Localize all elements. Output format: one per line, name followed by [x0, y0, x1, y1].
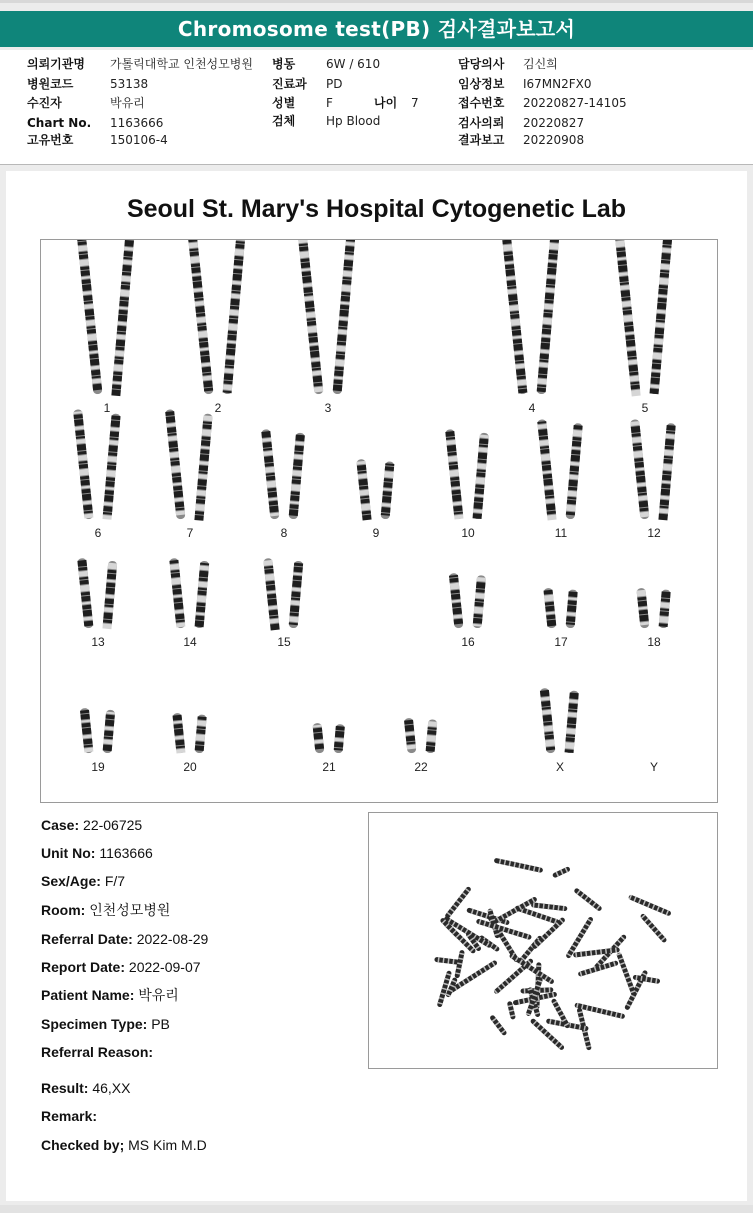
- chromosome-pair-1: [71, 240, 139, 396]
- info-value: 53138: [110, 77, 149, 91]
- checked-by-field: Checked by; MS Kim M.D: [41, 1137, 207, 1153]
- sex-age-field: Sex/Age: F/7: [41, 873, 126, 889]
- info-value: 20220827-14105: [523, 96, 627, 110]
- chromosome-label-7: 7: [186, 526, 194, 540]
- report-title: Chromosome test(PB) 검사결과보고서: [0, 11, 753, 47]
- chromosome-pair-15: [263, 558, 303, 631]
- info-label: 검사의뢰: [458, 116, 505, 130]
- bottom-border: [0, 1205, 753, 1213]
- patient-name-field: Patient Name: 박유리: [41, 987, 179, 1003]
- chromosome-label-3: 3: [324, 401, 332, 415]
- chromosome-label-13: 13: [91, 635, 105, 649]
- chromosome-label-9: 9: [372, 526, 380, 540]
- referral-date-field: Referral Date: 2022-08-29: [41, 931, 209, 947]
- metaphase-chromosome: [489, 1014, 507, 1036]
- chromosome-pair-21: [312, 723, 345, 754]
- info-label: 담당의사: [458, 57, 505, 71]
- metaphase-chromosome: [573, 947, 620, 957]
- metaphase-chromosome: [552, 866, 571, 878]
- chromosome-label-Y: Y: [649, 760, 659, 774]
- info-label: 접수번호: [458, 96, 505, 110]
- info-value: 박유리: [110, 96, 145, 110]
- remark-field: Remark:: [41, 1108, 98, 1124]
- chromosome-pair-8: [261, 429, 305, 519]
- chromosome-label-X: X: [555, 760, 565, 774]
- chromosome-pair-X: [540, 688, 579, 754]
- info-label: 의뢰기관명: [27, 57, 85, 71]
- chromosome-pair-13: [77, 558, 117, 629]
- info-label: 진료과: [272, 77, 307, 91]
- metaphase-chromosome: [640, 913, 668, 944]
- chromosome-pair-22: [404, 718, 438, 754]
- chromosome-pair-11: [537, 419, 583, 520]
- chromosome-label-15: 15: [277, 635, 291, 649]
- metaphase-chromosome: [633, 975, 661, 984]
- chromosome-pair-19: [80, 708, 115, 754]
- chromosome-label-11: 11: [554, 526, 568, 540]
- chromosome-pair-5: [609, 240, 677, 396]
- chromosome-pair-20: [172, 713, 206, 754]
- info-label: 병원코드: [27, 77, 74, 91]
- karyogram: [40, 239, 718, 803]
- chromosome-label-20: 20: [183, 760, 197, 774]
- chromosome-pair-14: [169, 558, 209, 629]
- chromosome-label-2: 2: [214, 401, 222, 415]
- chromosome-label-6: 6: [94, 526, 102, 540]
- info-label: 나이: [374, 96, 398, 110]
- info-label: 병동: [272, 57, 296, 71]
- info-label: 성별: [272, 96, 296, 110]
- case-field: Case: 22-06725: [41, 817, 143, 833]
- info-value: 김신희: [523, 57, 558, 71]
- result-field: Result: 46,XX: [41, 1080, 131, 1096]
- info-label: 결과보고: [458, 133, 505, 147]
- chromosome-label-17: 17: [554, 635, 568, 649]
- info-value: 20220827: [523, 116, 585, 130]
- info-value: I67MN2FX0: [523, 77, 592, 91]
- info-value: F: [326, 96, 333, 110]
- chromosome-label-19: 19: [91, 760, 105, 774]
- chromosome-label-10: 10: [461, 526, 475, 540]
- metaphase-chromosome: [628, 894, 672, 916]
- chromosome-pair-16: [449, 573, 486, 629]
- top-border: [0, 0, 753, 3]
- report-page: [6, 171, 747, 1201]
- chromosome-pair-2: [182, 240, 250, 394]
- info-value: 6W / 610: [326, 57, 381, 71]
- chromosome-pair-18: [636, 588, 670, 629]
- chromosome-pair-17: [543, 588, 577, 629]
- info-value: 20220908: [523, 133, 585, 147]
- info-label: 수진자: [27, 96, 62, 110]
- chromosome-pair-3: [292, 240, 360, 394]
- referral-reason-field: Referral Reason:: [41, 1044, 154, 1060]
- chromosome-label-8: 8: [280, 526, 288, 540]
- info-value: 1163666: [110, 116, 164, 130]
- metaphase-chromosome: [447, 960, 498, 995]
- metaphase-image: [369, 813, 717, 1068]
- info-value: 150106-4: [110, 133, 168, 147]
- metaphase-chromosome: [531, 902, 568, 911]
- info-value: Hp Blood: [326, 114, 381, 128]
- chromosome-pair-10: [445, 429, 489, 519]
- chromosome-pair-6: [73, 409, 121, 520]
- chromosome-pair-7: [165, 409, 213, 521]
- info-value: PD: [326, 77, 343, 91]
- report-date-field: Report Date: 2022-09-07: [41, 959, 201, 975]
- chromosome-label-16: 16: [461, 635, 475, 649]
- chromosome-label-21: 21: [322, 760, 336, 774]
- info-value: 7: [411, 96, 419, 110]
- info-label: 검체: [272, 114, 296, 128]
- metaphase-chromosome: [509, 953, 555, 985]
- chromosome-label-22: 22: [414, 760, 428, 774]
- chromosome-pair-9: [356, 459, 394, 521]
- metaphase-chromosome: [444, 886, 472, 919]
- patient-info-panel: [0, 50, 753, 165]
- metaphase-chromosome: [531, 917, 566, 950]
- chromosome-label-1: 1: [103, 401, 111, 415]
- chromosome-pair-12: [630, 419, 676, 520]
- chromosome-pair-4: [496, 240, 564, 394]
- chromosome-label-18: 18: [647, 635, 661, 649]
- info-label: 임상정보: [458, 77, 505, 91]
- chromosome-label-14: 14: [183, 635, 197, 649]
- room-field: Room: 인천성모병원: [41, 902, 171, 918]
- info-value: 가톨릭대학교 인천성모병원: [110, 57, 253, 71]
- chromosome-label-5: 5: [641, 401, 649, 415]
- metaphase-spread: [368, 812, 718, 1069]
- chromosome-label-4: 4: [528, 401, 536, 415]
- info-label: Chart No.: [27, 116, 92, 130]
- metaphase-chromosome: [494, 858, 544, 873]
- info-label: 고유번호: [27, 133, 74, 147]
- chromosome-label-12: 12: [647, 526, 661, 540]
- specimen-type-field: Specimen Type: PB: [41, 1016, 170, 1032]
- metaphase-chromosome: [616, 952, 637, 996]
- lab-title: Seoul St. Mary's Hospital Cytogenetic Lab: [126, 195, 627, 223]
- metaphase-chromosome: [573, 887, 602, 911]
- unit-field: Unit No: 1163666: [41, 845, 153, 861]
- karyogram-image: [41, 240, 717, 802]
